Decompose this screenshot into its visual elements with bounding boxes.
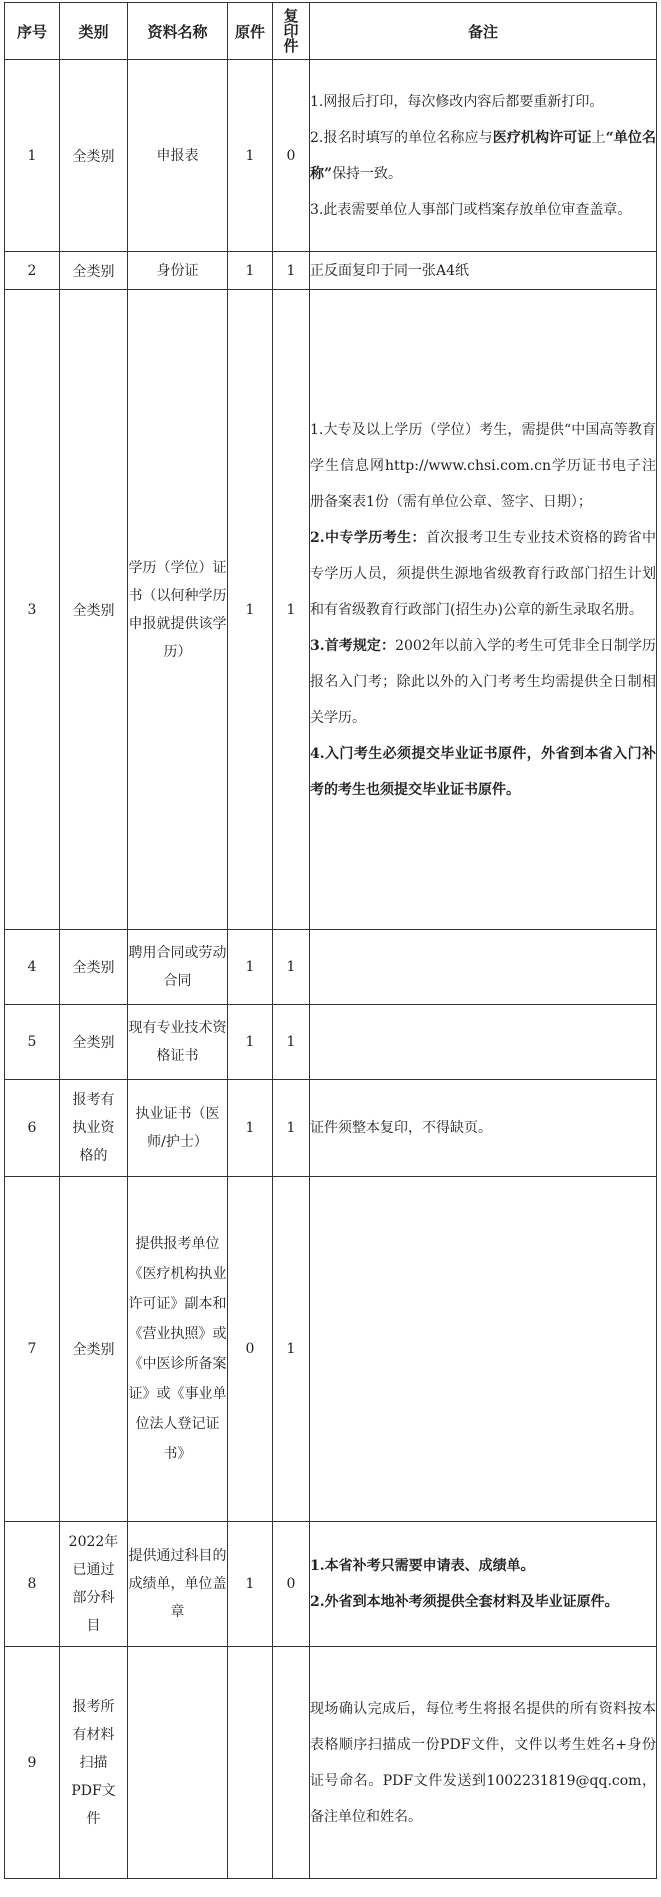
header-original: 原件 (228, 3, 273, 60)
cell-remarks (310, 1080, 657, 1177)
table-row (5, 290, 657, 930)
cell-original (228, 1647, 273, 1879)
cell-original: 0 (228, 1177, 273, 1522)
cell-index: 2 (5, 252, 60, 290)
cell-category: 全类别 (60, 1177, 128, 1522)
materials-table (4, 2, 657, 1879)
cell-remarks (310, 1005, 657, 1080)
table-row (5, 1647, 657, 1879)
cell-index: 3 (5, 290, 60, 930)
cell-name: 聘用合同或劳动合同 (128, 930, 228, 1005)
cell-category: 2022年已通过部分科目 (60, 1522, 128, 1647)
cell-index: 6 (5, 1080, 60, 1177)
cell-name: 提供报考单位《医疗机构执业许可证》副本和《营业执照》或《中医诊所备案证》或《事业单位法人登记证书》 (128, 1177, 228, 1522)
cell-index: 7 (5, 1177, 60, 1522)
header-remarks: 备注 (310, 3, 657, 60)
remark-line: 3.此表需要单位人事部门或档案存放单位审查盖章。 (310, 201, 632, 218)
cell-remarks (310, 1522, 657, 1647)
remark-line: 1.网报后打印，每次修改内容后都要重新打印。 (310, 93, 604, 110)
cell-category: 全类别 (60, 252, 128, 290)
cell-index: 9 (5, 1647, 60, 1879)
cell-copy: 0 (273, 60, 310, 252)
cell-copy: 1 (273, 290, 310, 930)
cell-name: 身份证 (128, 252, 228, 290)
table-row (5, 60, 657, 252)
table-row (5, 1005, 657, 1080)
header-name: 资料名称 (128, 3, 228, 60)
table-row (5, 1522, 657, 1647)
cell-original: 1 (228, 1522, 273, 1647)
table-row (5, 1080, 657, 1177)
cell-copy: 1 (273, 252, 310, 290)
remark-line: 证件须整本复印，不得缺页。 (310, 1120, 492, 1136)
remark-line: 4.入门考生必须提交毕业证书原件，外省到本省入门补考的考生也须提交毕业证书原件。 (310, 745, 656, 798)
cell-name: 执业证书（医师/护士） (128, 1080, 228, 1177)
cell-category: 报考所有材料扫描PDF文件 (60, 1647, 128, 1879)
cell-original: 1 (228, 290, 273, 930)
cell-category: 全类别 (60, 290, 128, 930)
header-row (5, 3, 657, 60)
cell-index: 4 (5, 930, 60, 1005)
cell-index: 1 (5, 60, 60, 252)
cell-copy: 1 (273, 1080, 310, 1177)
header-index: 序号 (5, 3, 60, 60)
cell-original: 1 (228, 930, 273, 1005)
cell-index: 5 (5, 1005, 60, 1080)
cell-copy: 1 (273, 930, 310, 1005)
remark-line: 1.大专及以上学历（学位）考生，需提供“中国高等教育学生信息网http://www.chsi.com.cn学历证书电子注册备案表1份（需有单位公章、签字、日期）； (310, 421, 656, 510)
cell-copy: 1 (273, 1005, 310, 1080)
remark-line: 1.本省补考只需要申请表、成绩单。 (310, 1558, 535, 1574)
remark-line: 2.报名时填写的单位名称应与医疗机构许可证上“单位名称”保持一致。 (310, 129, 657, 182)
header-category: 类别 (60, 3, 128, 60)
header-copy (273, 3, 310, 60)
remark-line: 正反面复印于同一张A4纸 (310, 262, 470, 279)
cell-copy: 1 (273, 1177, 310, 1522)
cell-remarks (310, 60, 657, 252)
cell-name: 学历（学位）证书（以何种学历申报就提供该学历） (128, 290, 228, 930)
cell-original: 1 (228, 252, 273, 290)
cell-category: 报考有执业资格的 (60, 1080, 128, 1177)
cell-name: 现有专业技术资格证书 (128, 1005, 228, 1080)
remark-line: 现场确认完成后，每位考生将报名提供的所有资料按本表格顺序扫描成一份PDF文件，文件以考生姓名+身份证号命名。PDF文件发送到1002231819@qq.com，备注单位和姓名。 (310, 1700, 656, 1825)
cell-remarks (310, 290, 657, 930)
cell-remarks (310, 930, 657, 1005)
cell-category: 全类别 (60, 930, 128, 1005)
cell-category: 全类别 (60, 60, 128, 252)
table-row (5, 1177, 657, 1522)
cell-name (128, 1647, 228, 1879)
header-copy-char: 件 (283, 36, 299, 55)
cell-original: 1 (228, 60, 273, 252)
cell-remarks (310, 252, 657, 290)
table-row (5, 930, 657, 1005)
header-copy-char: 印 (283, 21, 299, 40)
cell-copy (273, 1647, 310, 1879)
cell-index: 8 (5, 1522, 60, 1647)
cell-remarks (310, 1647, 657, 1879)
cell-name: 申报表 (128, 60, 228, 252)
cell-copy: 0 (273, 1522, 310, 1647)
header-copy-char: 复 (283, 6, 299, 25)
remark-line: 2.中专学历考生：首次报考卫生专业技术资格的跨省中专学历人员，须提供生源地省级教育行政部门招生计划和有省级教育行政部门(招生办)公章的新生录取名册。 (310, 529, 657, 618)
cell-name: 提供通过科目的成绩单，单位盖章 (128, 1522, 228, 1647)
table-row (5, 252, 657, 290)
cell-original: 1 (228, 1005, 273, 1080)
cell-remarks (310, 1177, 657, 1522)
remark-line: 2.外省到本地补考须提供全套材料及毕业证原件。 (310, 1594, 619, 1610)
remark-line: 3.首考规定：2002年以前入学的考生可凭非全日制学历报名入门考；除此以外的入门考考生均需提供全日制相关学历。 (310, 637, 656, 726)
cell-category: 全类别 (60, 1005, 128, 1080)
cell-original: 1 (228, 1080, 273, 1177)
